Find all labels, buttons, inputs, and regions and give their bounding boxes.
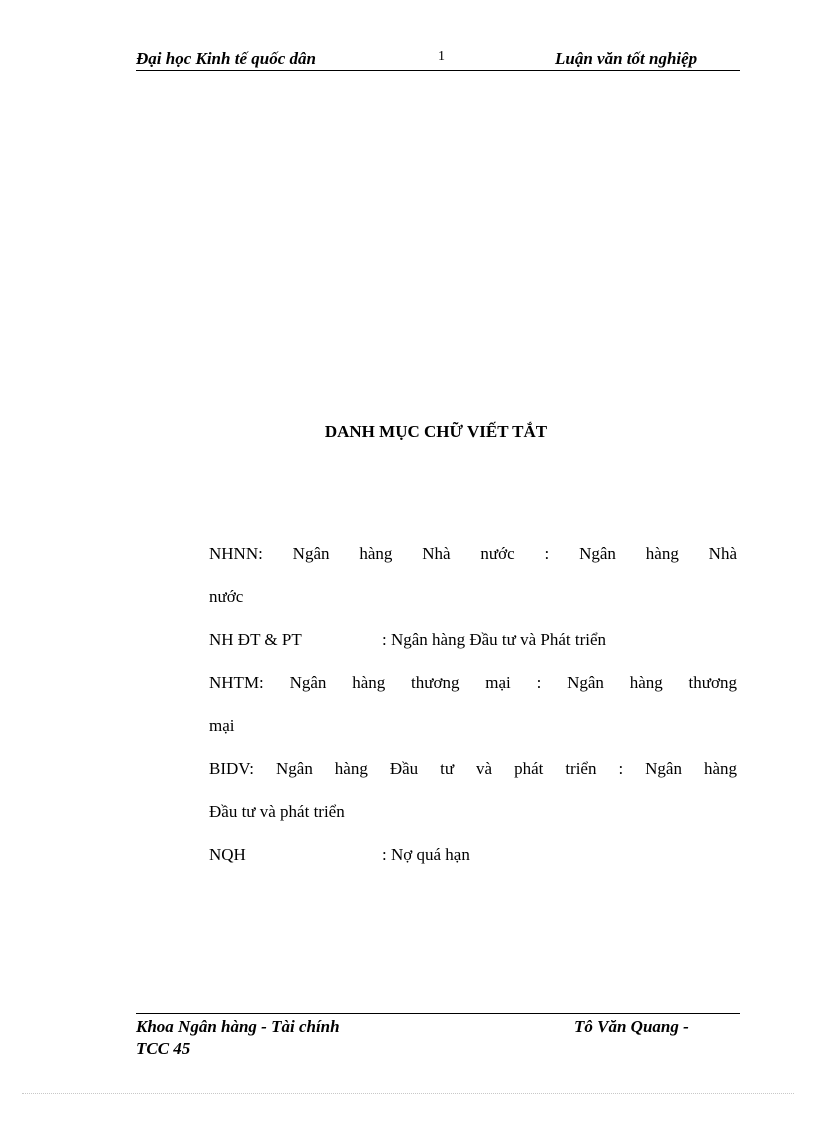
abbr-entry-nhnn-cont: nước (209, 587, 244, 606)
page-header (136, 46, 740, 71)
footer-author: Tô Văn Quang - (574, 1017, 689, 1036)
abbr-definition-nqh: : Nợ quá hạn (382, 845, 470, 864)
abbr-entry-nhtm-cont: mại (209, 716, 235, 735)
page-title: DANH MỤC CHỮ VIẾT TẮT (324, 422, 548, 441)
abbr-entry-bidv: BIDV: Ngân hàng Đầu tư và phát triển : Ngân hàng (209, 759, 737, 778)
footer-divider (136, 1013, 740, 1014)
page-number: 1 (438, 49, 445, 64)
header-doc-type: Luận văn tốt nghiệp (555, 49, 698, 68)
abbr-entry-nhnn: NHNN: Ngân hàng Nhà nước : Ngân hàng Nhà (209, 544, 737, 563)
footer-class: TCC 45 (136, 1039, 191, 1058)
abbr-definition-nhdtpt: : Ngân hàng Đầu tư và Phát triển (382, 630, 607, 649)
footer-faculty: Khoa Ngân hàng - Tài chính (136, 1017, 340, 1036)
page-bottom-dotted-border (22, 1093, 794, 1094)
abbr-term-nqh: NQH (209, 845, 246, 864)
abbr-term-nhdtpt: NH ĐT & PT (209, 630, 302, 649)
abbr-entry-bidv-cont: Đầu tư và phát triển (209, 802, 345, 821)
abbr-entry-nhtm: NHTM: Ngân hàng thương mại : Ngân hàng thương (209, 673, 737, 692)
header-school: Đại học Kinh tế quốc dân (136, 49, 316, 68)
